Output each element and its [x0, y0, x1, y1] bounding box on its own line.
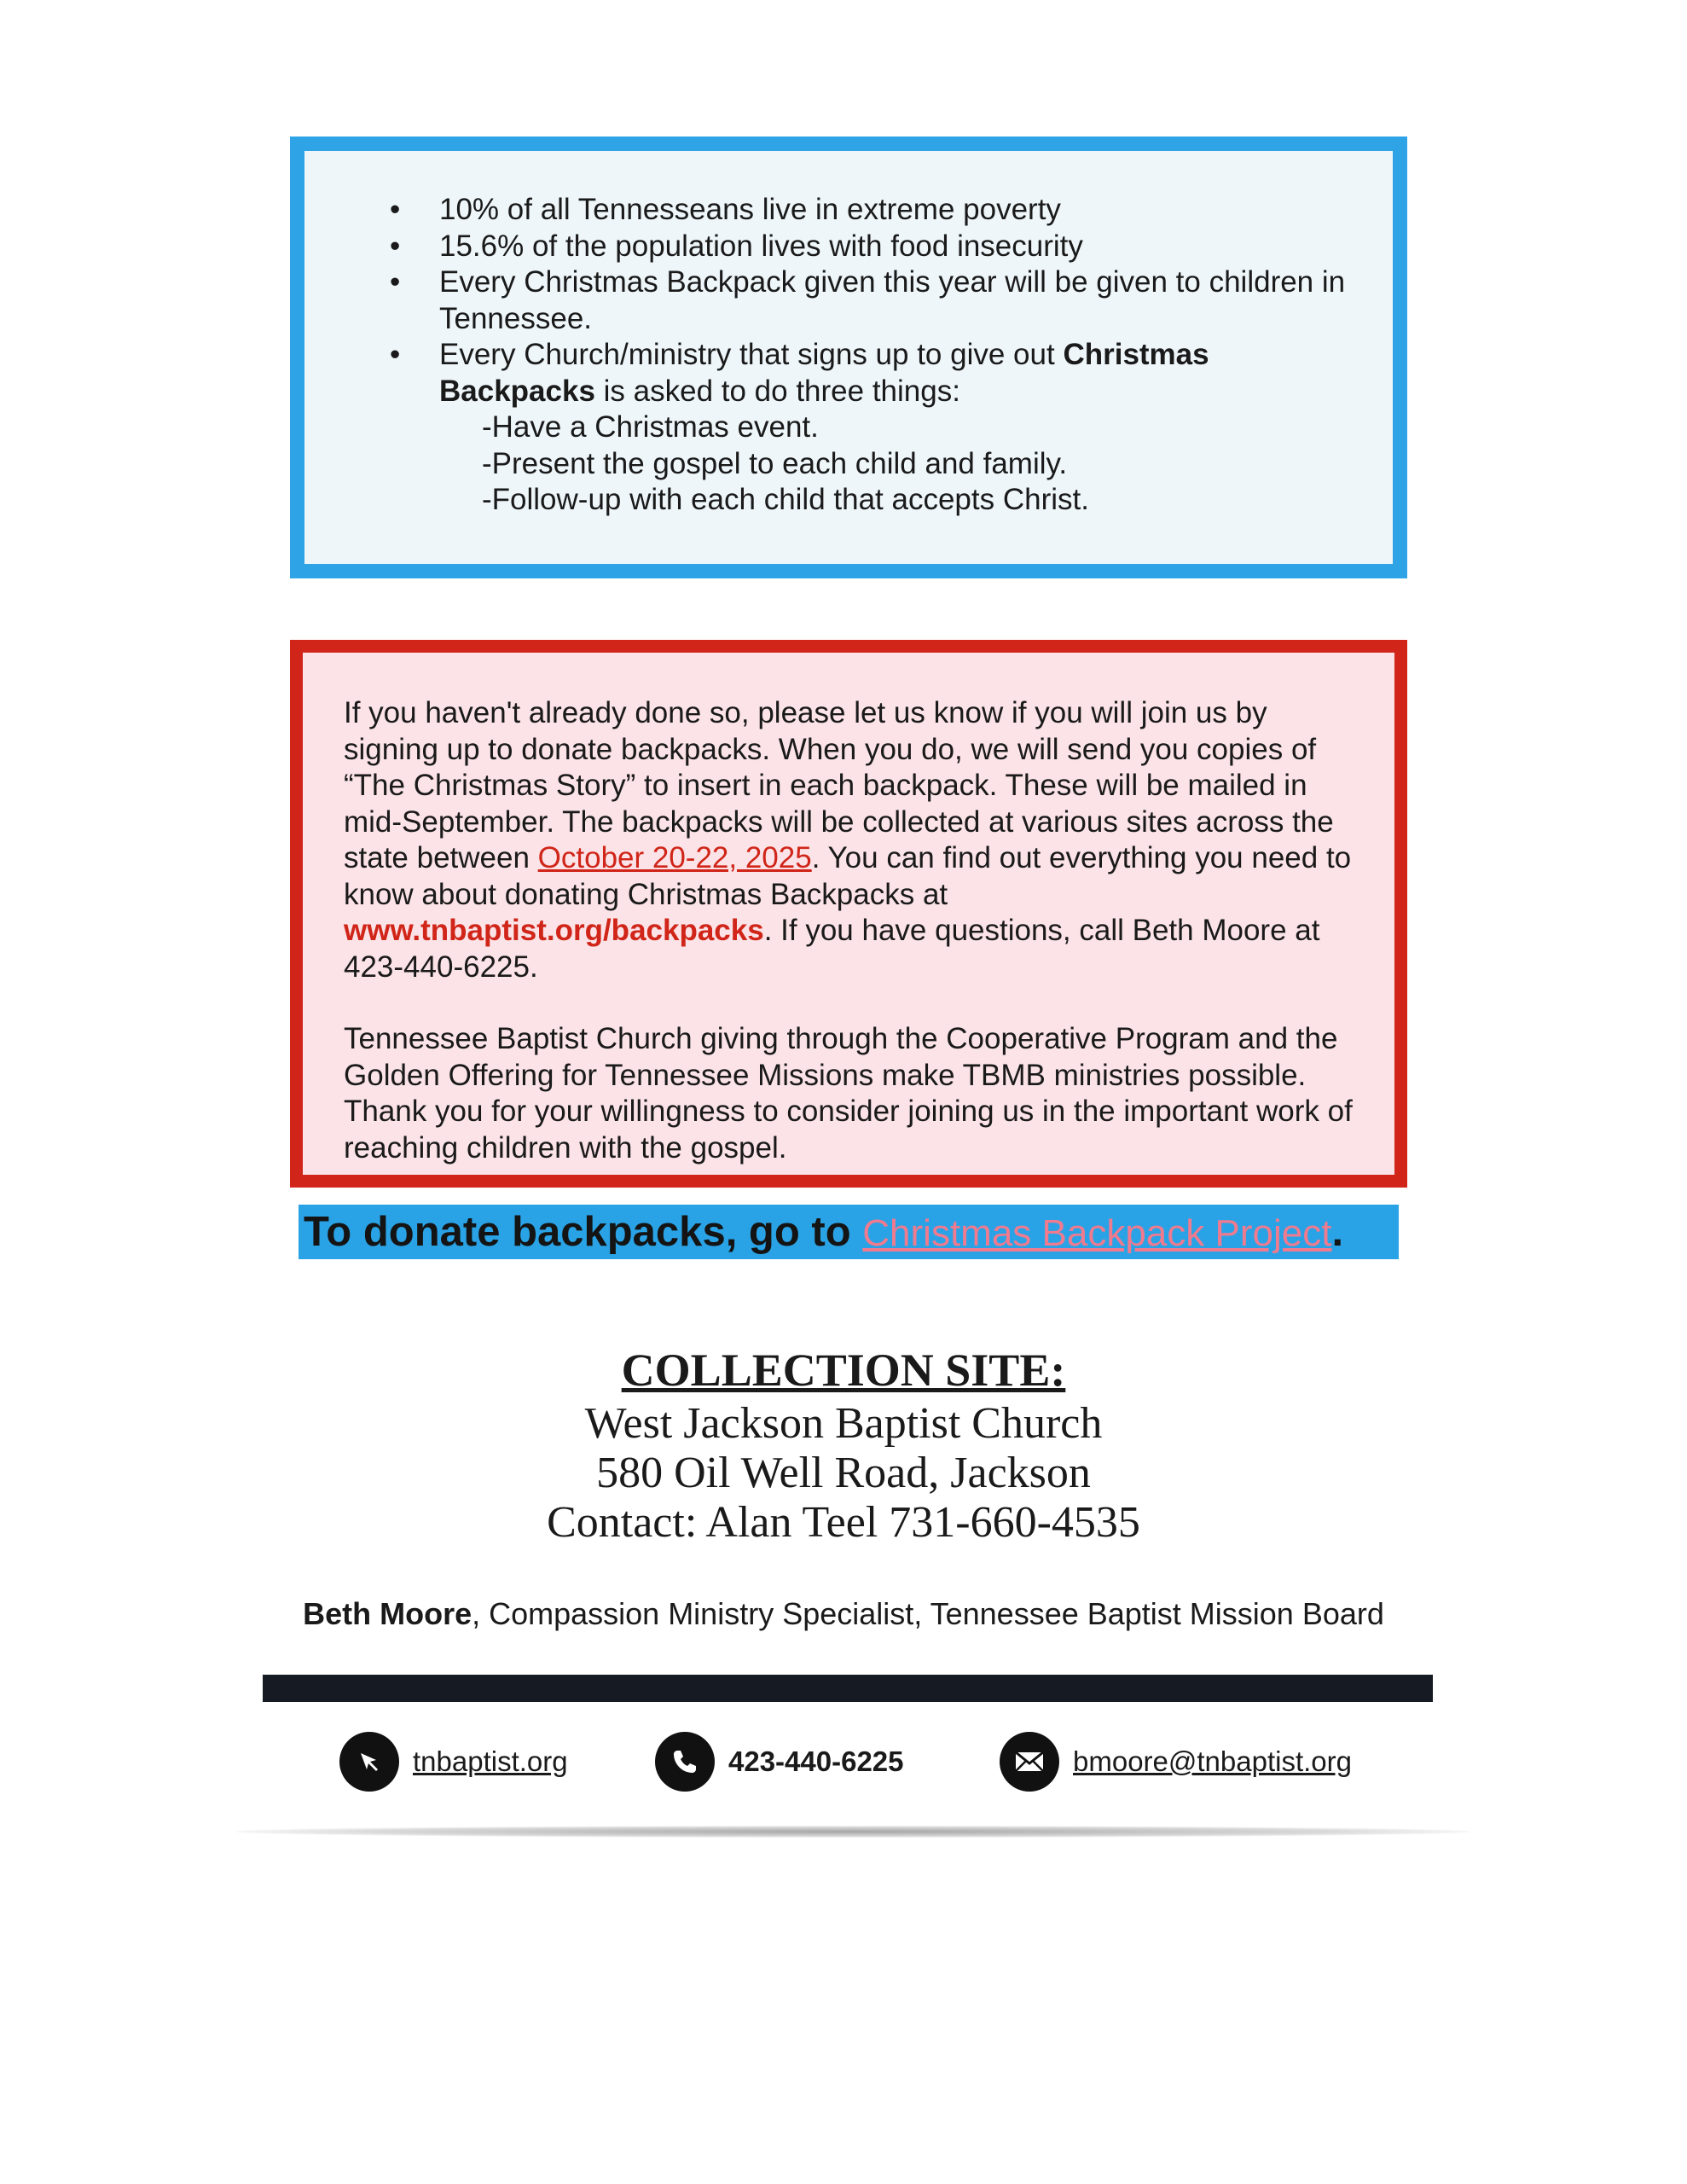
- footer-email[interactable]: [1000, 1732, 1352, 1792]
- info-text: . You can find out everything you need to know about donating Christmas Backpacks at: [344, 841, 1352, 911]
- facts-box: [290, 136, 1407, 578]
- christmas-backpack-project-link[interactable]: Christmas Backpack Project: [862, 1212, 1332, 1254]
- sub-item: -Have a Christmas event.: [482, 410, 819, 444]
- collection-title: COLLECTION SITE:: [621, 1345, 1066, 1396]
- donate-prefix: To donate backpacks, go to: [304, 1209, 863, 1255]
- phone-number: 423-440-6225: [728, 1745, 904, 1777]
- signature-title: , Compassion Ministry Specialist, Tennessee Baptist Mission Board: [472, 1596, 1384, 1631]
- page-shadow: [235, 1826, 1471, 1838]
- footer-website[interactable]: [339, 1732, 568, 1792]
- phone-icon: [655, 1732, 715, 1792]
- signature-name: Beth Moore: [303, 1596, 472, 1631]
- fact-item: [390, 337, 1354, 519]
- fact-text-bold: Christmas Backpacks: [439, 338, 1209, 408]
- envelope-icon: [1000, 1732, 1059, 1792]
- collection-contact: Contact: Alan Teel 731-660-4535: [547, 1498, 1140, 1547]
- footer-divider: [263, 1675, 1433, 1702]
- facts-list: [390, 192, 1354, 519]
- bullet: •: [390, 229, 401, 263]
- backpacks-website-link[interactable]: www.tnbaptist.org/backpacks: [344, 914, 764, 947]
- sub-item: -Present the gospel to each child and family.: [482, 446, 1068, 480]
- fact-text: Every Christmas Backpack given this year will be given to children in Tennessee.: [439, 265, 1346, 335]
- sub-item: -Follow-up with each child that accepts Christ.: [482, 483, 1089, 516]
- website-link[interactable]: tnbaptist.org: [413, 1745, 568, 1777]
- bullet: •: [390, 265, 401, 299]
- collection-date-link[interactable]: October 20-22, 2025: [537, 841, 812, 874]
- donate-suffix: .: [1331, 1209, 1344, 1255]
- cursor-icon: [339, 1732, 399, 1792]
- info-paragraph-2: Tennessee Baptist Church giving through the Cooperative Program and the Golden Offering for Tennessee Missions make TBMB ministries possible. Thank you for your willingness to consider joining us in the important work of reaching children with the gospel.: [344, 1022, 1353, 1165]
- info-paragraph-1: [344, 695, 1367, 985]
- fact-text: 15.6% of the population lives with food insecurity: [439, 229, 1083, 263]
- bullet: •: [390, 193, 401, 226]
- collection-church: West Jackson Baptist Church: [584, 1399, 1103, 1448]
- fact-item: [390, 229, 1354, 265]
- fact-item: [390, 264, 1354, 337]
- info-content: [344, 695, 1367, 1166]
- collection-site: [0, 1341, 1687, 1548]
- fact-text: 10% of all Tennesseans live in extreme poverty: [439, 193, 1061, 226]
- fact-text-after: is asked to do three things:: [594, 374, 960, 408]
- fact-item: [390, 192, 1354, 229]
- info-text: If you haven't already done so, please let us know if you will join us by signing up to donate backpacks. When you do, we will send you copies of “The Christmas Story” to insert in each backpack. These will be mailed in mid-September. The backpacks will be collected at various sites across the state between: [344, 696, 1334, 874]
- fact-text-before: Every Church/ministry that signs up to give out: [439, 338, 1064, 371]
- footer-phone[interactable]: [655, 1732, 904, 1792]
- bullet: •: [390, 338, 401, 371]
- info-box: [290, 640, 1407, 1188]
- email-link[interactable]: bmoore@tnbaptist.org: [1073, 1745, 1353, 1777]
- donate-banner: [299, 1205, 1399, 1259]
- info-text: . If you have questions, call Beth Moore at 423-440-6225.: [344, 914, 1320, 984]
- collection-address: 580 Oil Well Road, Jackson: [596, 1449, 1091, 1497]
- signature: [0, 1595, 1687, 1633]
